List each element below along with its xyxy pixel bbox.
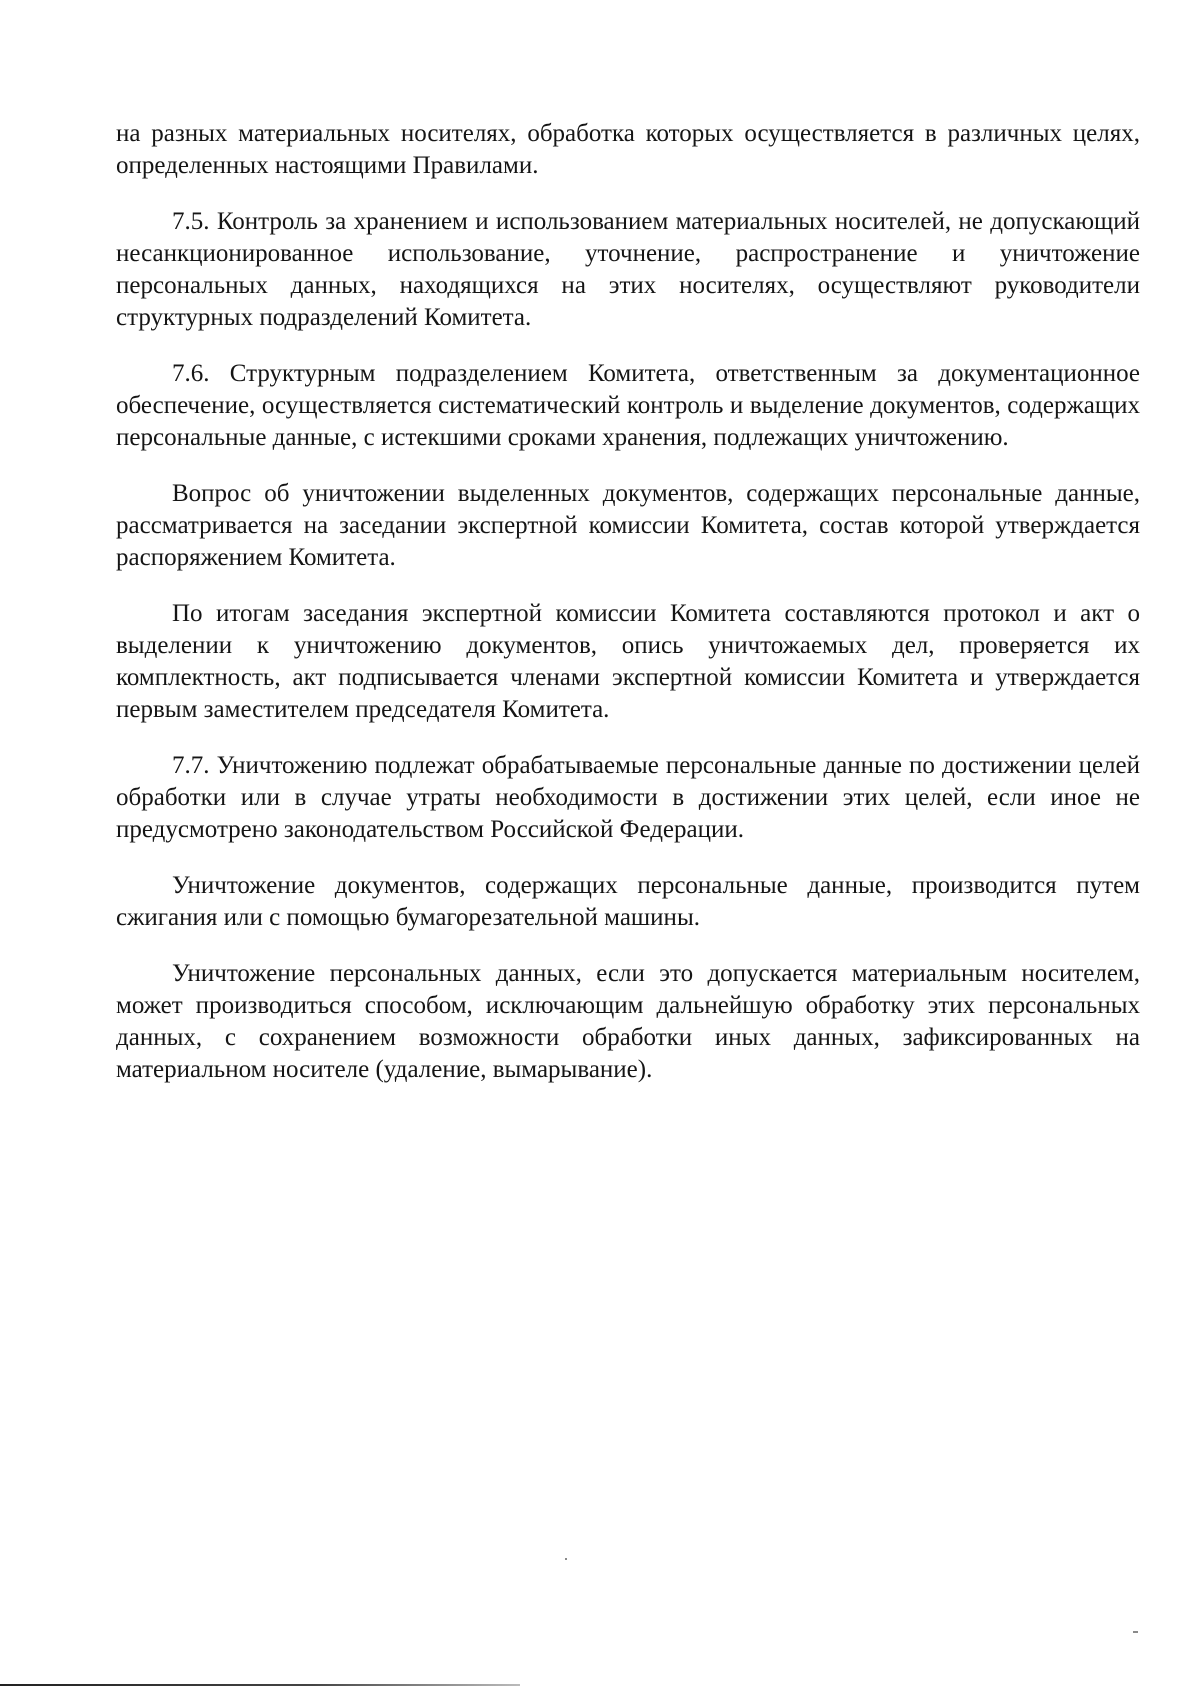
paragraph-destruction-method: Уничтожение документов, содержащих персональные данные, производится путем сжигания или с помощью бумагорезательной машины. (116, 872, 1140, 931)
paragraph-destruction-question: Вопрос об уничтожении выделенных документов, содержащих персональные данные, рассматривается на заседании экспертной комиссии Комитета, состав которой утверждается распоряжением Комитета. (116, 480, 1140, 571)
paragraph-7-5: 7.5. Контроль за хранением и использованием материальных носителей, не допускающий несанкционированное использование, уточнение, распространение и уничтожение персональных данных, находящихся на этих носителях, осуществляют руководители структурных подразделений Комитета. (116, 208, 1140, 331)
paragraph-7-7: 7.7. Уничтожению подлежат обрабатываемые персональные данные по достижении целей обработки или в случае утраты необходимости в достижении этих целей, если иное не предусмотрено законодательством Российской Федерации. (116, 752, 1140, 843)
scan-speck (565, 1558, 567, 1560)
scan-speck (1133, 1631, 1138, 1633)
paragraph-data-erasure: Уничтожение персональных данных, если это допускается материальным носителем, может производиться способом, исключающим дальнейшую обработку этих персональных данных, с сохранением возможности обработки иных данных, зафиксированных на материальном носителе (удаление, вымарывание). (116, 960, 1140, 1083)
paragraph-7-6: 7.6. Структурным подразделением Комитета, ответственным за документационное обеспечение, осуществляется систематический контроль и выделение документов, содержащих персональные данные, с истекшими сроками хранения, подлежащих уничтожению. (116, 360, 1140, 451)
document-body (116, 118, 1140, 1110)
page-bottom-rule (0, 1684, 520, 1686)
paragraph-commission-results: По итогам заседания экспертной комиссии Комитета составляются протокол и акт о выделении к уничтожению документов, опись уничтожаемых дел, проверяется их комплектность, акт подписывается членами экспертной комиссии Комитета и утверждается первым заместителем председателя Комитета. (116, 600, 1140, 723)
paragraph-continuation: на разных материальных носителях, обработка которых осуществляется в различных целях, определенных настоящими Правилами. (116, 120, 1140, 179)
